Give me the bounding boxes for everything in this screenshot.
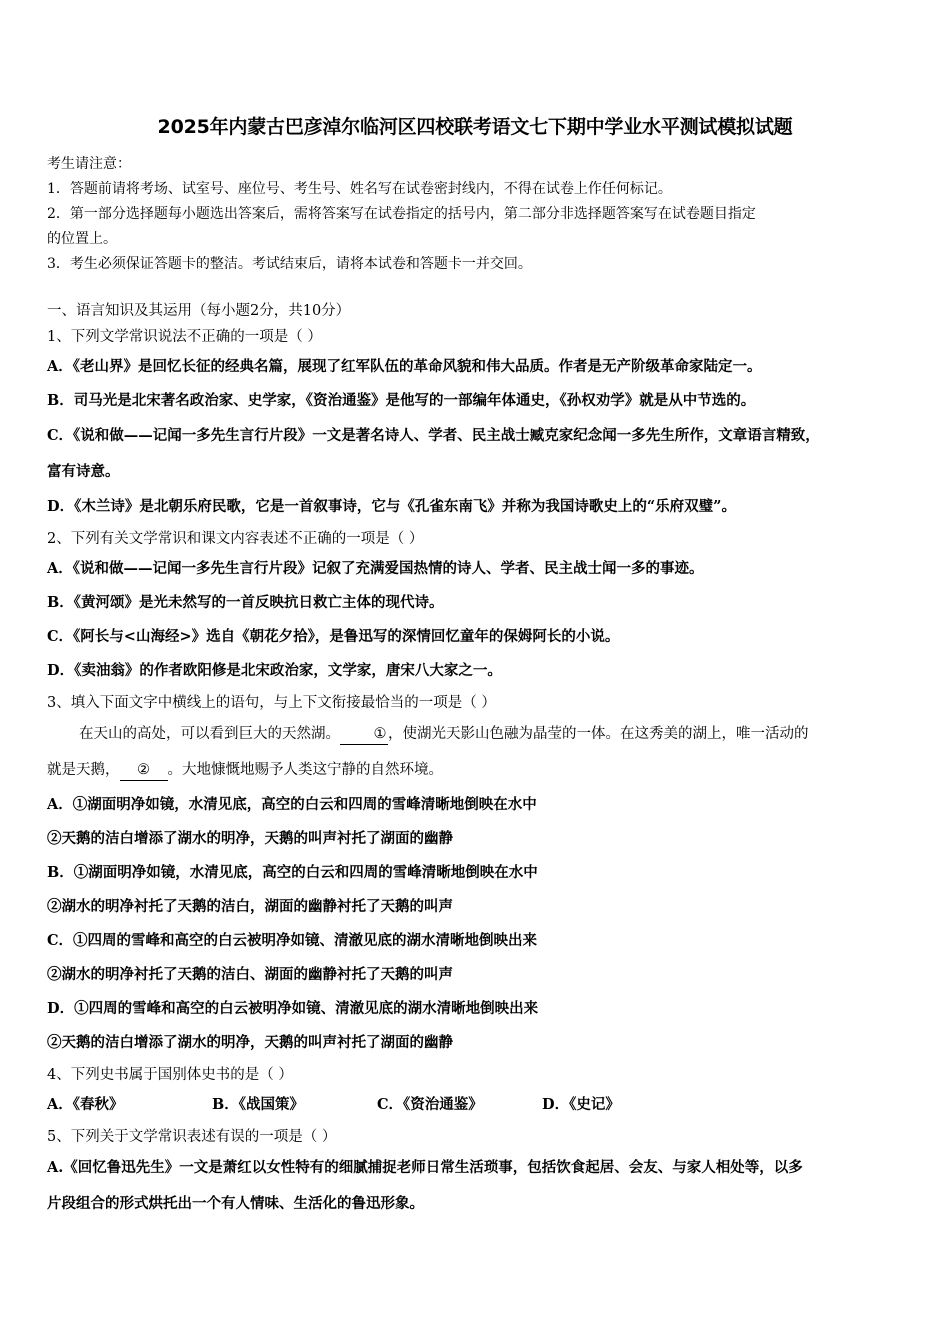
question-3-passage-cont — [47, 752, 917, 788]
question-3-option-b-part2: ②湖水的明净衬托了天鹅的洁白，湖面的幽静衬托了天鹅的叫声 — [47, 898, 453, 915]
question-1-option-b: B．司马光是北宋著名政治家、史学家，《资治通鉴》是他写的一部编年体通史，《孙权劝学》就是从中节选的。 — [47, 392, 756, 409]
question-3-option-d-part2: ②天鹅的洁白增添了湖水的明净，天鹅的叫声衬托了湖面的幽静 — [47, 1034, 453, 1051]
passage-text: ，使湖光天影山色融为晶莹的一体。在这秀美的湖上，唯一活动的 — [388, 726, 809, 742]
question-3-option-c: C．①四周的雪峰和高空的白云被明净如镜、清澈见底的湖水清晰地倒映出来 — [47, 932, 538, 949]
question-3-option-a-part2: ②天鹅的洁白增添了湖水的明净，天鹅的叫声衬托了湖面的幽静 — [47, 830, 453, 847]
question-5-stem: 5、下列关于文学常识表述有误的一项是（ ） — [47, 1129, 337, 1145]
question-1-option-a: A．《老山界》是回忆长征的经典名篇，展现了红军队伍的革命风貌和伟大品质。作者是无产阶级革命家陆定一。 — [47, 358, 762, 375]
question-content — [47, 300, 917, 1222]
notice-item: 2．第一部分选择题每小题选出答案后，需将答案写在试卷指定的括号内，第二部分非选择题答案写在试卷题目指定 — [47, 206, 756, 222]
section-heading: 一、语言知识及其运用（每小题2分，共10分） — [47, 303, 351, 319]
blank-1: ① — [340, 724, 388, 745]
page-title: 2025年内蒙古巴彦淖尔临河区四校联考语文七下期中学业水平测试模拟试题 — [157, 116, 793, 138]
question-4-option-a: A．《春秋》 — [47, 1096, 124, 1113]
question-4-option-b: B．《战国策》 — [212, 1096, 305, 1113]
question-2-stem: 2、下列有关文学常识和课文内容表述不正确的一项是（ ） — [47, 531, 424, 547]
question-2-option-c: C．《阿长与<山海经>》选自《朝花夕拾》，是鲁迅写的深情回忆童年的保姆阿长的小说。 — [47, 628, 620, 645]
question-4-option-d: D．《史记》 — [542, 1096, 620, 1113]
question-5-option-a-cont: 片段组合的形式烘托出一个有人情味、生活化的鲁迅形象。 — [47, 1195, 424, 1212]
question-2-option-a: A．《说和做——记闻一多先生言行片段》记叙了充满爱国热情的诗人、学者、民主战士闻一多的事迹。 — [47, 560, 704, 577]
question-3-option-b: B．①湖面明净如镜，水清见底，高空的白云和四周的雪峰清晰地倒映在水中 — [47, 864, 538, 881]
blank-2: ② — [120, 760, 168, 781]
question-1-option-c-cont: 富有诗意。 — [47, 463, 120, 480]
notice-heading: 考生请注意： — [47, 156, 131, 172]
question-3-option-d: D．①四周的雪峰和高空的白云被明净如镜、清澈见底的湖水清晰地倒映出来 — [47, 1000, 539, 1017]
question-5-option-a: A.《回忆鲁迅先生》一文是萧红以女性特有的细腻捕捉老师日常生活琐事，包括饮食起居、会友、与家人相处等，以多 — [47, 1159, 803, 1176]
passage-text: 。大地慷慨地赐予人类这宁静的自然环境。 — [167, 762, 443, 778]
question-4-stem: 4、下列史书属于国别体史书的是（ ） — [47, 1067, 293, 1083]
question-4-option-c: C．《资治通鉴》 — [377, 1096, 483, 1113]
notice-item: 1．答题前请将考场、试室号、座位号、考生号、姓名写在试卷密封线内，不得在试卷上作任何标记。 — [47, 181, 672, 197]
question-3-stem: 3、填入下面文字中横线上的语句，与上下文衔接最恰当的一项是（ ） — [47, 695, 496, 711]
question-1-option-c: C．《说和做——记闻一多先生言行片段》一文是著名诗人、学者、民主战士臧克家纪念闻一多先生所作，文章语言精致， — [47, 427, 820, 444]
question-2-option-b: B．《黄河颂》是光未然写的一首反映抗日救亡主体的现代诗。 — [47, 594, 444, 611]
notice-item: 3．考生必须保证答题卡的整洁。考试结束后，请将本试卷和答题卡一并交回。 — [47, 256, 532, 272]
question-1-option-d: D．《木兰诗》是北朝乐府民歌，它是一首叙事诗，它与《孔雀东南飞》并称为我国诗歌史上的“乐府双璧”。 — [47, 498, 737, 515]
question-4-options — [47, 1088, 917, 1122]
question-3-option-c-part2: ②湖水的明净衬托了天鹅的洁白、湖面的幽静衬托了天鹅的叫声 — [47, 966, 453, 983]
passage-text: 在天山的高处，可以看到巨大的天然湖。 — [79, 726, 340, 742]
question-2-option-d: D．《卖油翁》的作者欧阳修是北宋政治家，文学家，唐宋八大家之一。 — [47, 662, 502, 679]
question-3-passage — [47, 716, 917, 752]
question-1-stem: 1、下列文学常识说法不正确的一项是（ ） — [47, 329, 322, 345]
passage-text: 就是天鹅， — [47, 762, 120, 778]
question-3-option-a: A．①湖面明净如镜，水清见底，高空的白云和四周的雪峰清晰地倒映在水中 — [47, 796, 537, 813]
notice-item: 的位置上。 — [47, 231, 117, 247]
exam-notice — [47, 152, 907, 277]
